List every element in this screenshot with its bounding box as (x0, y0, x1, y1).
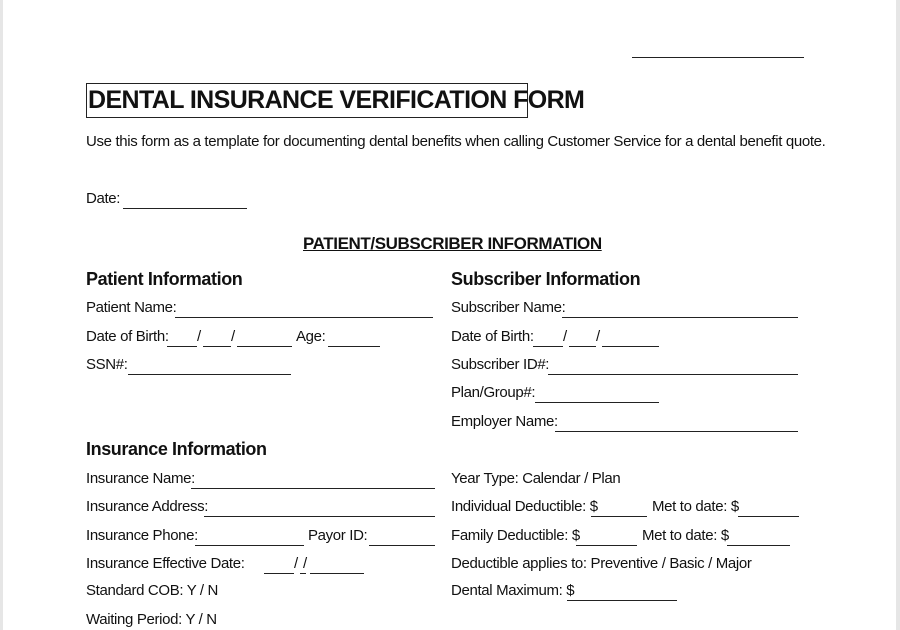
patient-ssn-field[interactable] (128, 374, 291, 375)
insurance-name-field[interactable] (191, 488, 435, 489)
insurance-address-field[interactable] (204, 516, 435, 517)
patient-dob-sep-2: / (231, 328, 235, 345)
insurance-effective-label: Insurance Effective Date: (86, 555, 245, 572)
patient-age-label: Age: (296, 328, 326, 345)
subscriber-dob-sep-1: / (563, 328, 567, 345)
family-deductible-field[interactable] (576, 545, 637, 546)
patient-dob-month-field[interactable] (167, 346, 197, 347)
insurance-heading: Insurance Information (86, 439, 267, 459)
subscriber-employer-label: Employer Name: (451, 413, 558, 430)
subscriber-name-field[interactable] (562, 317, 798, 318)
subscriber-name-label: Subscriber Name: (451, 299, 566, 316)
insurance-name-label: Insurance Name: (86, 470, 195, 487)
insurance-address-label: Insurance Address: (86, 498, 209, 515)
patient-dob-day-field[interactable] (203, 346, 231, 347)
insurance-payor-label: Payor ID: (308, 527, 368, 544)
insurance-effective-sep-2: / (303, 555, 307, 572)
subscriber-heading: Subscriber Information (451, 269, 641, 289)
insurance-effective-year-field[interactable] (310, 573, 364, 574)
subscriber-dob-year-field[interactable] (602, 346, 659, 347)
patient-name-field[interactable] (175, 317, 433, 318)
individual-met-label: Met to date: $ (652, 498, 739, 515)
insurance-waiting-label: Waiting Period: Y / N (86, 611, 217, 628)
family-met-label: Met to date: $ (642, 527, 729, 544)
subscriber-dob-month-field[interactable] (533, 346, 563, 347)
subscriber-dob-day-field[interactable] (569, 346, 596, 347)
family-met-field[interactable] (727, 545, 790, 546)
individual-deductible-label: Individual Deductible: $ (451, 498, 598, 515)
dental-maximum-field[interactable] (567, 600, 677, 601)
subscriber-plan-field[interactable] (535, 402, 659, 403)
header-signature-line[interactable] (632, 57, 804, 58)
patient-dob-label: Date of Birth: (86, 328, 169, 345)
patient-dob-sep-1: / (197, 328, 201, 345)
deductible-applies-label: Deductible applies to: Preventive / Basic / Major (451, 555, 752, 572)
patient-heading: Patient Information (86, 269, 243, 289)
subscriber-employer-field[interactable] (555, 431, 798, 432)
patient-name-label: Patient Name: (86, 299, 177, 316)
insurance-phone-field[interactable] (195, 545, 304, 546)
subscriber-id-label: Subscriber ID#: (451, 356, 550, 373)
subscriber-dob-sep-2: / (596, 328, 600, 345)
insurance-phone-label: Insurance Phone: (86, 527, 198, 544)
insurance-effective-sep-1: / (294, 555, 298, 572)
patient-ssn-label: SSN#: (86, 356, 128, 373)
form-intro: Use this form as a template for documenting dental benefits when calling Customer Service for a dental benefit quote. (86, 133, 826, 150)
section-title: PATIENT/SUBSCRIBER INFORMATION (303, 234, 602, 253)
form-title: DENTAL INSURANCE VERIFICATION FORM (86, 83, 528, 118)
date-label: Date: (86, 190, 121, 207)
insurance-effective-day-field[interactable] (300, 573, 306, 574)
dental-maximum-label: Dental Maximum: $ (451, 582, 575, 599)
insurance-cob-label: Standard COB: Y / N (86, 582, 219, 599)
page-edge-right (896, 0, 900, 630)
individual-deductible-field[interactable] (591, 516, 647, 517)
year-type-label: Year Type: Calendar / Plan (451, 470, 621, 487)
individual-met-field[interactable] (738, 516, 799, 517)
patient-age-field[interactable] (328, 346, 380, 347)
patient-dob-year-field[interactable] (237, 346, 292, 347)
subscriber-dob-label: Date of Birth: (451, 328, 534, 345)
family-deductible-label: Family Deductible: $ (451, 527, 580, 544)
insurance-payor-field[interactable] (369, 545, 435, 546)
subscriber-id-field[interactable] (548, 374, 798, 375)
insurance-effective-month-field[interactable] (264, 573, 294, 574)
page-edge-left (0, 0, 3, 630)
subscriber-plan-label: Plan/Group#: (451, 384, 536, 401)
date-field[interactable] (123, 208, 247, 209)
